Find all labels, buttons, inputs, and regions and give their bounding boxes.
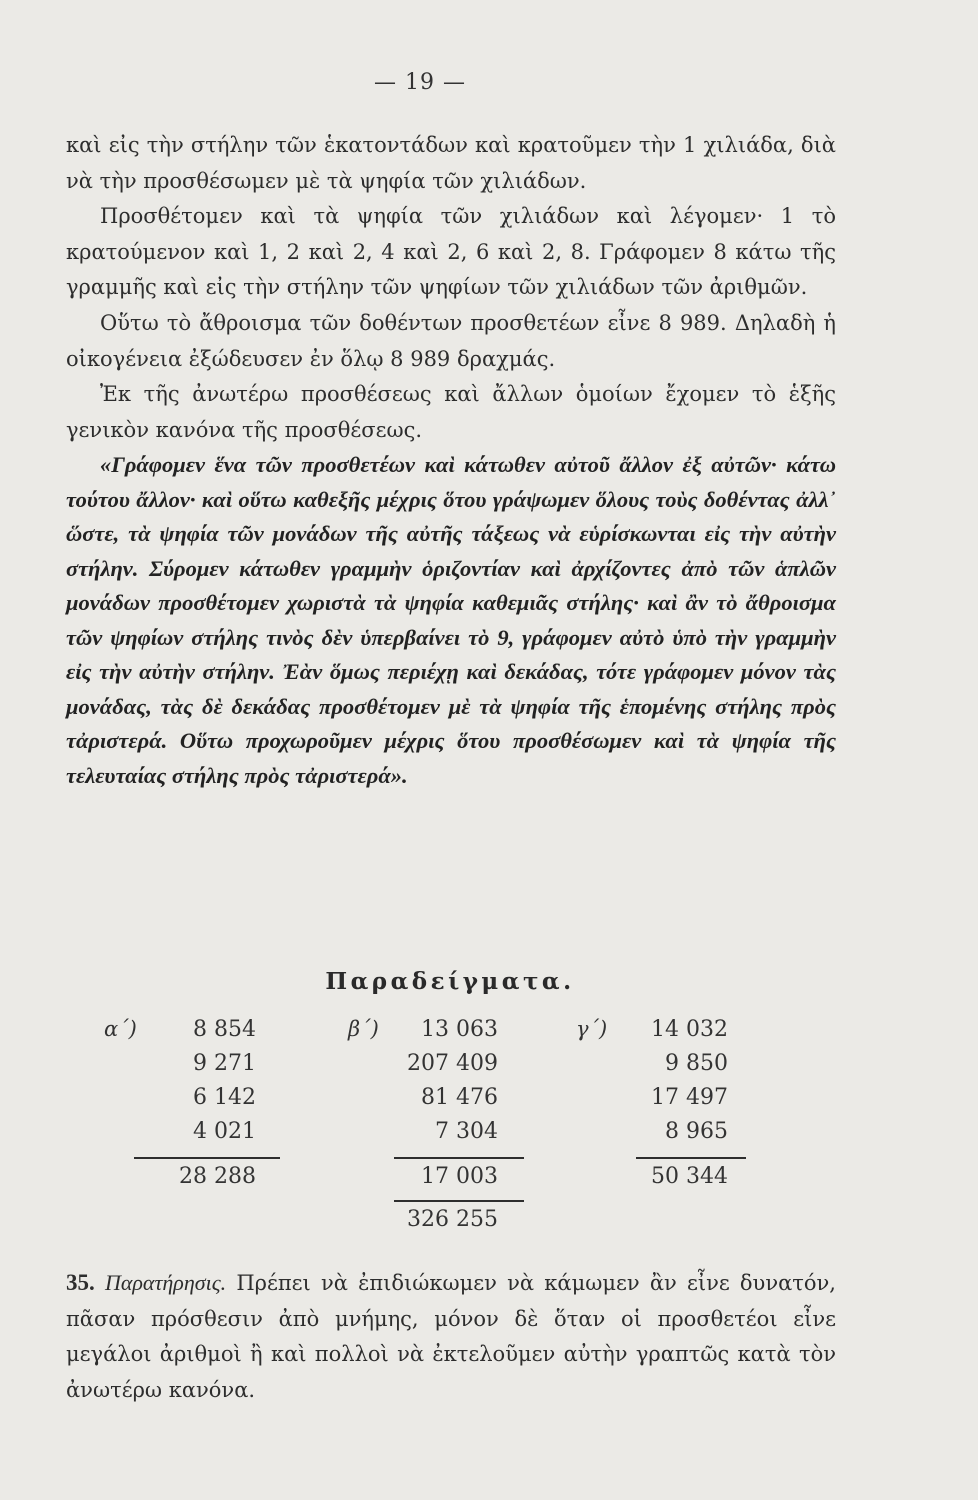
addend: 17 497 (651, 1085, 728, 1110)
example-label: γ΄) (576, 1017, 608, 1041)
addend: 14 032 (651, 1017, 728, 1042)
addend: 4 021 (193, 1119, 256, 1144)
sum: 50 344 (651, 1164, 728, 1189)
section-number: 35. (66, 1270, 95, 1295)
example-label: α΄) (104, 1017, 137, 1041)
paragraph-continuation: καὶ εἰς τὴν στήλην τῶν ἑκατοντάδων καὶ κρατοῦμεν τὴν 1 χιλιάδα, διὰ νὰ τὴν προσθέσωμεν μὲ τὰ ψηφία τῶν χιλιάδων. (66, 133, 836, 193)
sum-rule-line (636, 1157, 746, 1159)
paragraph-sum-result: Οὕτω τὸ ἄθροισμα τῶν δοθέντων προσθετέων εἶνε 8 989. Δηλαδὴ ἡ οἰκογένεια ἐξώδευσεν ἐν ὅλῳ 8 989 δραχμάς. (66, 310, 836, 371)
page-number: — 19 — (374, 70, 466, 95)
addend: 207 409 (407, 1051, 498, 1076)
sum: 28 288 (179, 1164, 256, 1189)
observation-title: Παρατήρησις. (104, 1270, 227, 1295)
paragraph-general-rule-intro: Ἐκ τῆς ἀνωτέρω προσθέσεως καὶ ἄλλων ὁμοίων ἔχομεν τὸ ἑξῆς γενικὸν κανόνα τῆς προσθέσεως. (66, 382, 836, 442)
sum-rule-line (134, 1157, 280, 1159)
sum: 326 255 (407, 1207, 498, 1232)
partial-sum: 17 003 (421, 1164, 498, 1189)
observation-paragraph (66, 1265, 836, 1408)
addition-rule: «Γράφομεν ἕνα τῶν προσθετέων καὶ κάτωθεν αὐτοῦ ἄλλον ἐξ αὐτῶν· κάτω τούτου ἄλλον· καὶ οὕτω καθεξῆς μέχρις ὅτου γράψωμεν ὅλους τοὺς δοθέντας ἀλλ᾽ ὥστε, τὰ ψηφία τῶν μονάδων τῆς αὐτῆς τάξεως νὰ εὑρίσκωνται εἰς τὴν αὐτὴν στήλην. Σύρομεν κάτωθεν γραμμὴν ὁριζοντίαν καὶ ἀρχίζοντες ἀπὸ τῶν ἁπλῶν μονάδων προσθέτομεν χωριστὰ τὰ ψηφία καθεμιᾶς στήλης· καὶ ἂν τὸ ἄθροισμα τῶν ψηφίων στήλης τινὸς δὲν ὑπερβαίνει τὸ 9, γράφομεν αὐτὸ ὑπὸ τὴν γραμμὴν εἰς τὴν αὐτὴν στήλην. Ἐὰν ὅμως περιέχῃ καὶ δεκάδας, τότε γράφομεν μόνον τὰς μονάδας, τὰς δὲ δεκάδας προσθέτομεν μὲ τὰ ψηφία τῆς ἑπομένης στήλης πρὸς τἀριστερά. Οὕτω προχωροῦμεν μέχρις ὅτου προσθέσωμεν καὶ τὰ ψηφία τῆς τελευταίας στήλης πρὸς τἀριστερά». (66, 452, 836, 788)
addend: 9 271 (193, 1051, 256, 1076)
example-label: β΄) (348, 1017, 379, 1041)
observation-text: Πρέπει νὰ ἐπιδιώκωμεν νὰ κάμωμεν ἂν εἶνε δυνατόν, πᾶσαν πρόσθεσιν ἀπὸ μνήμης, μόνον δὲ ὅταν οἱ προσθετέοι εἶνε μεγάλοι ἀριθμοὶ ἢ καὶ πολλοὶ νὰ ἐκτελοῦμεν αὐτὴν γραπτῶς κατὰ τὸν ἀνωτέρω κανόνα. (66, 1271, 836, 1402)
addend: 13 063 (421, 1017, 498, 1042)
sum-rule-line (394, 1200, 524, 1202)
addend: 7 304 (435, 1119, 498, 1144)
main-text (66, 128, 836, 793)
addend: 8 854 (193, 1017, 256, 1042)
paragraph-thousands: Προσθέτομεν καὶ τὰ ψηφία τῶν χιλιάδων καὶ λέγομεν· 1 τὸ κρατούμενον καὶ 1, 2 καὶ 2, 4 καὶ 2, 6 καὶ 2, 8. Γράφομεν 8 κάτω τῆς γραμμῆς καὶ εἰς τὴν στήλην τῶν ψηφίων τῶν χιλιάδων τῶν ἀριθμῶν. (66, 204, 836, 300)
addend: 8 965 (665, 1119, 728, 1144)
partial-sum-rule-line (394, 1157, 524, 1159)
addend: 81 476 (421, 1085, 498, 1110)
examples-heading: Παραδείγματα. (325, 968, 575, 995)
addend: 9 850 (665, 1051, 728, 1076)
addend: 6 142 (193, 1085, 256, 1110)
